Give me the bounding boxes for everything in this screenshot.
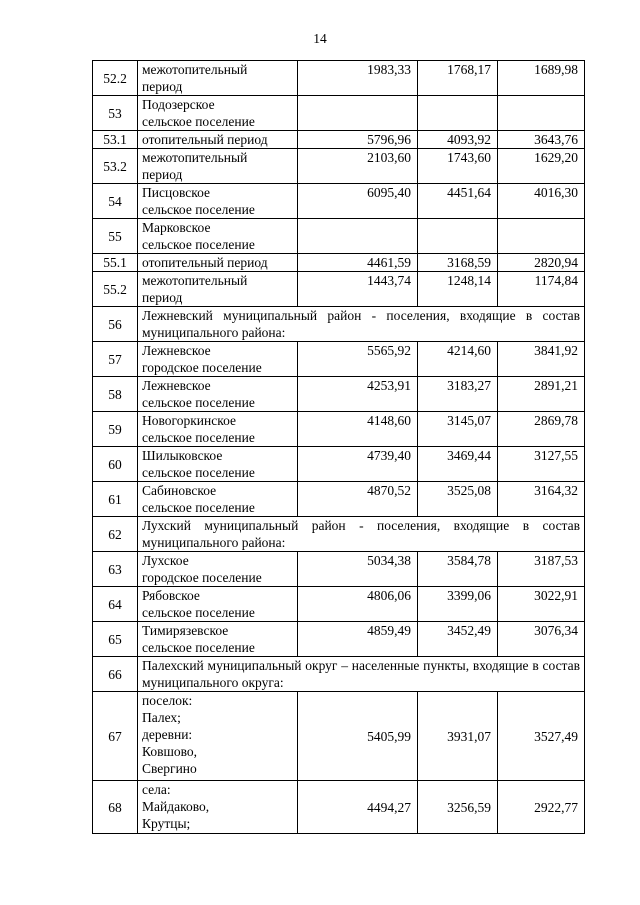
row-number: 52.2: [93, 61, 138, 96]
table-row: [93, 96, 585, 131]
settlement-name-line: Свергино: [142, 761, 197, 776]
settlement-name-line: сельское поселение: [142, 465, 255, 480]
settlement-name-line: Лухское: [142, 553, 189, 568]
settlement-name: [138, 377, 298, 412]
tariff-value-1: 5034,38: [298, 552, 418, 587]
tariff-value-2: 3525,08: [418, 482, 498, 517]
settlement-name: [138, 254, 298, 272]
tariff-value-2: 3584,78: [418, 552, 498, 587]
settlement-name-line: Рябовское: [142, 588, 200, 603]
settlement-name-line: Шилыковское: [142, 448, 223, 463]
tariff-value-2: 3256,59: [418, 781, 498, 834]
tariff-value-3: 3022,91: [498, 587, 585, 622]
tariff-value-3: 2820,94: [498, 254, 585, 272]
settlement-name-line: сельское поселение: [142, 500, 255, 515]
row-number: 63: [93, 552, 138, 587]
row-number: 59: [93, 412, 138, 447]
table-row: [93, 184, 585, 219]
settlement-name: [138, 692, 298, 781]
settlement-name: [138, 552, 298, 587]
settlement-name-line: сельское поселение: [142, 237, 255, 252]
table-row: [93, 219, 585, 254]
settlement-name-line: период: [142, 167, 183, 182]
row-number: 53: [93, 96, 138, 131]
row-number: 62: [93, 517, 138, 552]
settlement-name-line: отопительный период: [142, 255, 268, 270]
row-number: 67: [93, 692, 138, 781]
table-row: [93, 149, 585, 184]
settlement-name: [138, 447, 298, 482]
settlement-name-line: Крутцы;: [142, 816, 191, 831]
settlement-name-line: Писцовское: [142, 185, 211, 200]
tariff-value-2: 3399,06: [418, 587, 498, 622]
settlement-name: [138, 272, 298, 307]
tariff-value-3: 3527,49: [498, 692, 585, 781]
tariff-value-1: 5565,92: [298, 342, 418, 377]
settlement-name: [138, 96, 298, 131]
settlement-name-line: Сабиновское: [142, 483, 217, 498]
tariff-value-1: 1443,74: [298, 272, 418, 307]
settlement-name-line: Подозерское: [142, 97, 215, 112]
tariff-value-1: 6095,40: [298, 184, 418, 219]
settlement-name-line: сельское поселение: [142, 605, 255, 620]
settlement-name-line: поселок:: [142, 693, 193, 708]
section-heading: Лежневский муниципальный район - поселения, входящие в состав муниципального района:: [138, 307, 585, 342]
tariff-value-3: 3187,53: [498, 552, 585, 587]
row-number: 55.1: [93, 254, 138, 272]
table-row: [93, 342, 585, 377]
tariff-value-1: 4870,52: [298, 482, 418, 517]
tariff-value-1: 4859,49: [298, 622, 418, 657]
settlement-name-line: сельское поселение: [142, 395, 255, 410]
tariff-value-3: 3076,34: [498, 622, 585, 657]
table-row: [93, 447, 585, 482]
tariff-value-1: 4739,40: [298, 447, 418, 482]
tariff-value-1: 2103,60: [298, 149, 418, 184]
settlement-name-line: период: [142, 290, 183, 305]
tariff-value-1: 1983,33: [298, 61, 418, 96]
row-number: 66: [93, 657, 138, 692]
tariff-value-3: 4016,30: [498, 184, 585, 219]
row-number: 56: [93, 307, 138, 342]
settlement-name-line: городское поселение: [142, 360, 262, 375]
tariff-table: [92, 60, 585, 834]
settlement-name-line: сельское поселение: [142, 430, 255, 445]
tariff-value-3: 3841,92: [498, 342, 585, 377]
settlement-name-line: межотопительный: [142, 273, 248, 288]
settlement-name: [138, 622, 298, 657]
settlement-name-line: Марковское: [142, 220, 211, 235]
tariff-value-3: 3643,76: [498, 131, 585, 149]
tariff-value-2: 3145,07: [418, 412, 498, 447]
table-row: [93, 517, 585, 552]
settlement-name-line: Новогоркинское: [142, 413, 237, 428]
table-row: [93, 482, 585, 517]
table-row: [93, 587, 585, 622]
settlement-name-line: сельское поселение: [142, 640, 255, 655]
tariff-value-3: 1689,98: [498, 61, 585, 96]
table-row: [93, 272, 585, 307]
settlement-name: [138, 342, 298, 377]
table-row: [93, 307, 585, 342]
table-row: [93, 131, 585, 149]
settlement-name-line: отопительный период: [142, 132, 268, 147]
settlement-name-line: Майдаково,: [142, 799, 210, 814]
settlement-name-line: городское поселение: [142, 570, 262, 585]
tariff-value-3: 3164,32: [498, 482, 585, 517]
settlement-name-line: деревни:: [142, 727, 193, 742]
settlement-name: [138, 149, 298, 184]
tariff-value-3: 2869,78: [498, 412, 585, 447]
table-row: [93, 657, 585, 692]
settlement-name: [138, 61, 298, 96]
table-row: [93, 254, 585, 272]
section-heading: Палехский муниципальный округ – населенные пункты, входящие в состав муниципального округа:: [138, 657, 585, 692]
tariff-value-1: [298, 219, 418, 254]
tariff-value-2: 3931,07: [418, 692, 498, 781]
row-number: 57: [93, 342, 138, 377]
settlement-name-line: Ковшово,: [142, 744, 198, 759]
tariff-value-2: 3452,49: [418, 622, 498, 657]
row-number: 58: [93, 377, 138, 412]
table-row: [93, 552, 585, 587]
settlement-name: [138, 781, 298, 834]
tariff-value-2: 1248,14: [418, 272, 498, 307]
settlement-name-line: Палех;: [142, 710, 181, 725]
settlement-name-line: Тимирязевское: [142, 623, 229, 638]
tariff-value-3: 2891,21: [498, 377, 585, 412]
table-row: [93, 61, 585, 96]
tariff-value-3: [498, 219, 585, 254]
settlement-name: [138, 587, 298, 622]
settlement-name: [138, 412, 298, 447]
tariff-value-2: 3168,59: [418, 254, 498, 272]
settlement-name: [138, 184, 298, 219]
tariff-value-3: 1174,84: [498, 272, 585, 307]
settlement-name-line: межотопительный: [142, 62, 248, 77]
table-row: [93, 412, 585, 447]
settlement-name-line: Лежневское: [142, 343, 211, 358]
row-number: 61: [93, 482, 138, 517]
table-row: [93, 781, 585, 834]
tariff-value-1: [298, 96, 418, 131]
table-row: [93, 377, 585, 412]
settlement-name-line: межотопительный: [142, 150, 248, 165]
tariff-value-2: 3183,27: [418, 377, 498, 412]
tariff-value-2: 1768,17: [418, 61, 498, 96]
table-row: [93, 622, 585, 657]
row-number: 60: [93, 447, 138, 482]
row-number: 65: [93, 622, 138, 657]
row-number: 64: [93, 587, 138, 622]
tariff-value-2: 1743,60: [418, 149, 498, 184]
tariff-value-1: 4461,59: [298, 254, 418, 272]
row-number: 55.2: [93, 272, 138, 307]
tariff-value-3: [498, 96, 585, 131]
tariff-value-3: 3127,55: [498, 447, 585, 482]
table-row: [93, 692, 585, 781]
tariff-value-1: 5796,96: [298, 131, 418, 149]
settlement-name: [138, 219, 298, 254]
settlement-name-line: Лежневское: [142, 378, 211, 393]
row-number: 68: [93, 781, 138, 834]
row-number: 53.1: [93, 131, 138, 149]
settlement-name: [138, 131, 298, 149]
page-number: 14: [313, 31, 327, 46]
tariff-value-1: 4253,91: [298, 377, 418, 412]
tariff-value-3: 1629,20: [498, 149, 585, 184]
table-body: [93, 61, 585, 834]
tariff-value-2: [418, 219, 498, 254]
tariff-value-1: 4148,60: [298, 412, 418, 447]
tariff-value-1: 4806,06: [298, 587, 418, 622]
settlement-name: [138, 482, 298, 517]
tariff-value-2: 4214,60: [418, 342, 498, 377]
row-number: 53.2: [93, 149, 138, 184]
settlement-name-line: период: [142, 79, 183, 94]
row-number: 54: [93, 184, 138, 219]
tariff-value-2: 4451,64: [418, 184, 498, 219]
settlement-name-line: сельское поселение: [142, 202, 255, 217]
settlement-name-line: села:: [142, 782, 171, 797]
tariff-value-2: 4093,92: [418, 131, 498, 149]
tariff-value-2: [418, 96, 498, 131]
tariff-value-1: 5405,99: [298, 692, 418, 781]
section-heading: Лухский муниципальный район - поселения, входящие в состав муниципального района:: [138, 517, 585, 552]
settlement-name-line: сельское поселение: [142, 114, 255, 129]
tariff-value-3: 2922,77: [498, 781, 585, 834]
tariff-value-1: 4494,27: [298, 781, 418, 834]
tariff-value-2: 3469,44: [418, 447, 498, 482]
row-number: 55: [93, 219, 138, 254]
